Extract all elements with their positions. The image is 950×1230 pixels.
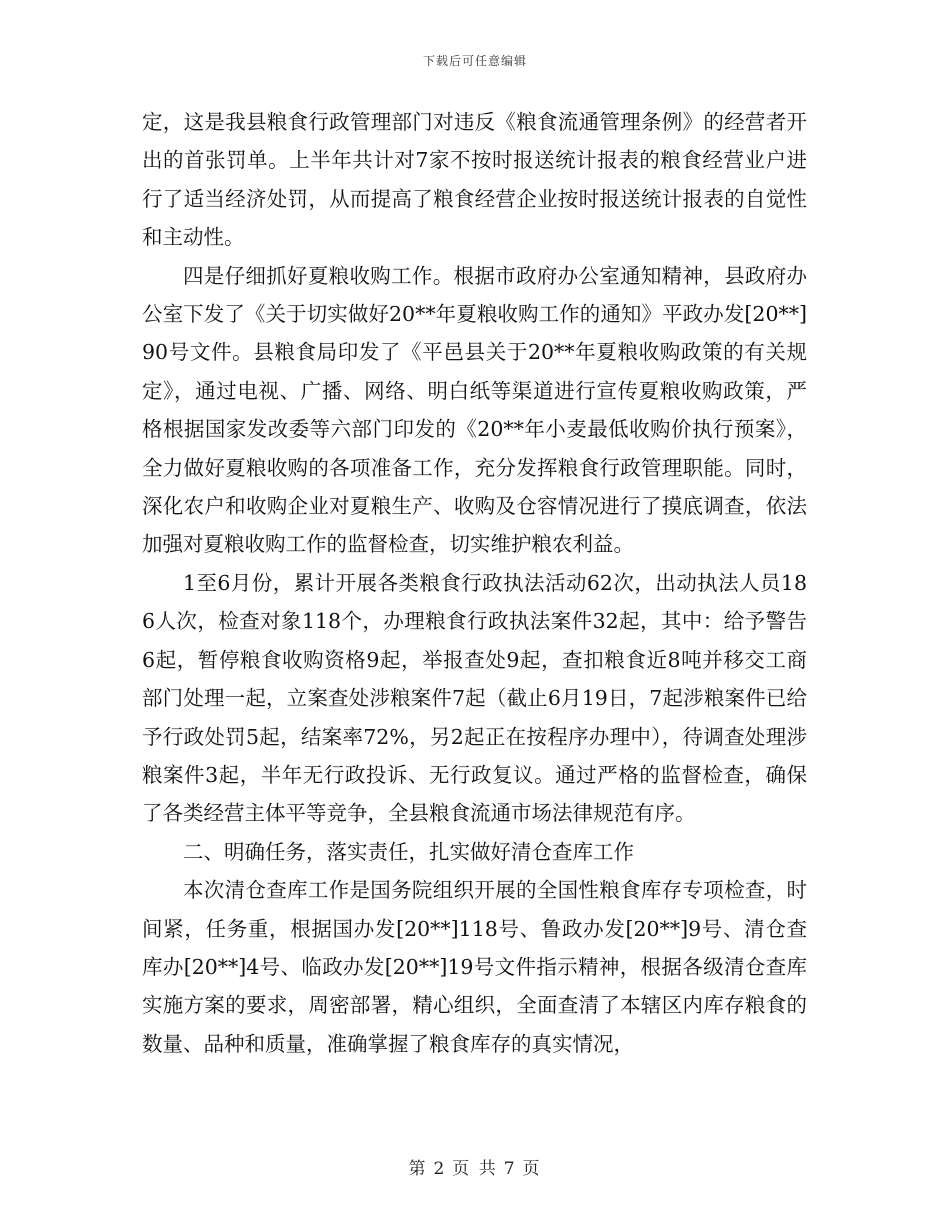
paragraph-warehouse-inspection: 本次清仓查库工作是国务院组织开展的全国性粮食库存专项检查，时间紧，任务重，根据国办发[20**]118号、鲁政办发[20**]9号、清仓查库办[20**]4号、临政办发[20**]19号文件指示精神，根据各级清仓查库实施方案的要求，周密部署，精心组织，全面查清了本辖区内库存粮食的数量、品种和质量，准确掌握了粮食库存的真实情况， [142, 878, 807, 1056]
footer-total-pages: 7 [503, 1159, 517, 1179]
footer-middle: 页 共 [452, 1159, 498, 1179]
paragraph-summer-grain-purchase: 四是仔细抓好夏粮收购工作。根据市政府办公室通知精神，县政府办公室下发了《关于切实做好20**年夏粮收购工作的通知》平政办发[20**]90号文件。县粮食局印发了《平邑县关于20**年夏粮收购政策的有关规定》，通过电视、广播、网络、明白纸等渠道进行宣传夏粮收购政策，严格根据国家发改委等六部门印发的《20**年小麦最低收购价执行预案》，全力做好夏粮收购的各项准备工作，充分发挥粮食行政管理职能。同时，深化农户和收购企业对夏粮生产、收购及仓容情况进行了摸底调查，依法加强对夏粮收购工作的监督检查，切实维护粮农利益。 [142, 263, 807, 557]
footer-page-number: 2 [433, 1159, 447, 1179]
page-header-note: 下载后可任意编辑 [422, 54, 527, 68]
page-footer [0, 1154, 950, 1179]
section-heading: 二、明确任务，落实责任，扎实做好清仓查库工作 [183, 839, 634, 864]
footer-suffix: 页 [522, 1159, 542, 1179]
document-body [142, 103, 807, 1063]
paragraph-continuation: 定，这是我县粮食行政管理部门对违反《粮食流通管理条例》的经营者开出的首张罚单。上半年共计对7家不按时报送统计报表的粮食经营业户进行了适当经济处罚，从而提高了粮食经营企业按时报送统计报表的自觉性和主动性。 [142, 110, 807, 250]
footer-prefix: 第 [408, 1159, 428, 1179]
paragraph-enforcement-stats: 1至6月份，累计开展各类粮食行政执法活动62次，出动执法人员186人次，检查对象118个，办理粮食行政执法案件32起，其中：给予警告6起，暂停粮食收购资格9起，举报查处9起，查扣粮食近8吨并移交工商部门处理一起，立案查处涉粮案件7起（截止6月19日，7起涉粮案件已给予行政处罚5起，结案率72%，另2起正在按程序办理中），待调查处理涉粮案件3起，半年无行政投诉、无行政复议。通过严格的监督检查，确保了各类经营主体平等竞争，全县粮食流通市场法律规范有序。 [142, 570, 807, 826]
